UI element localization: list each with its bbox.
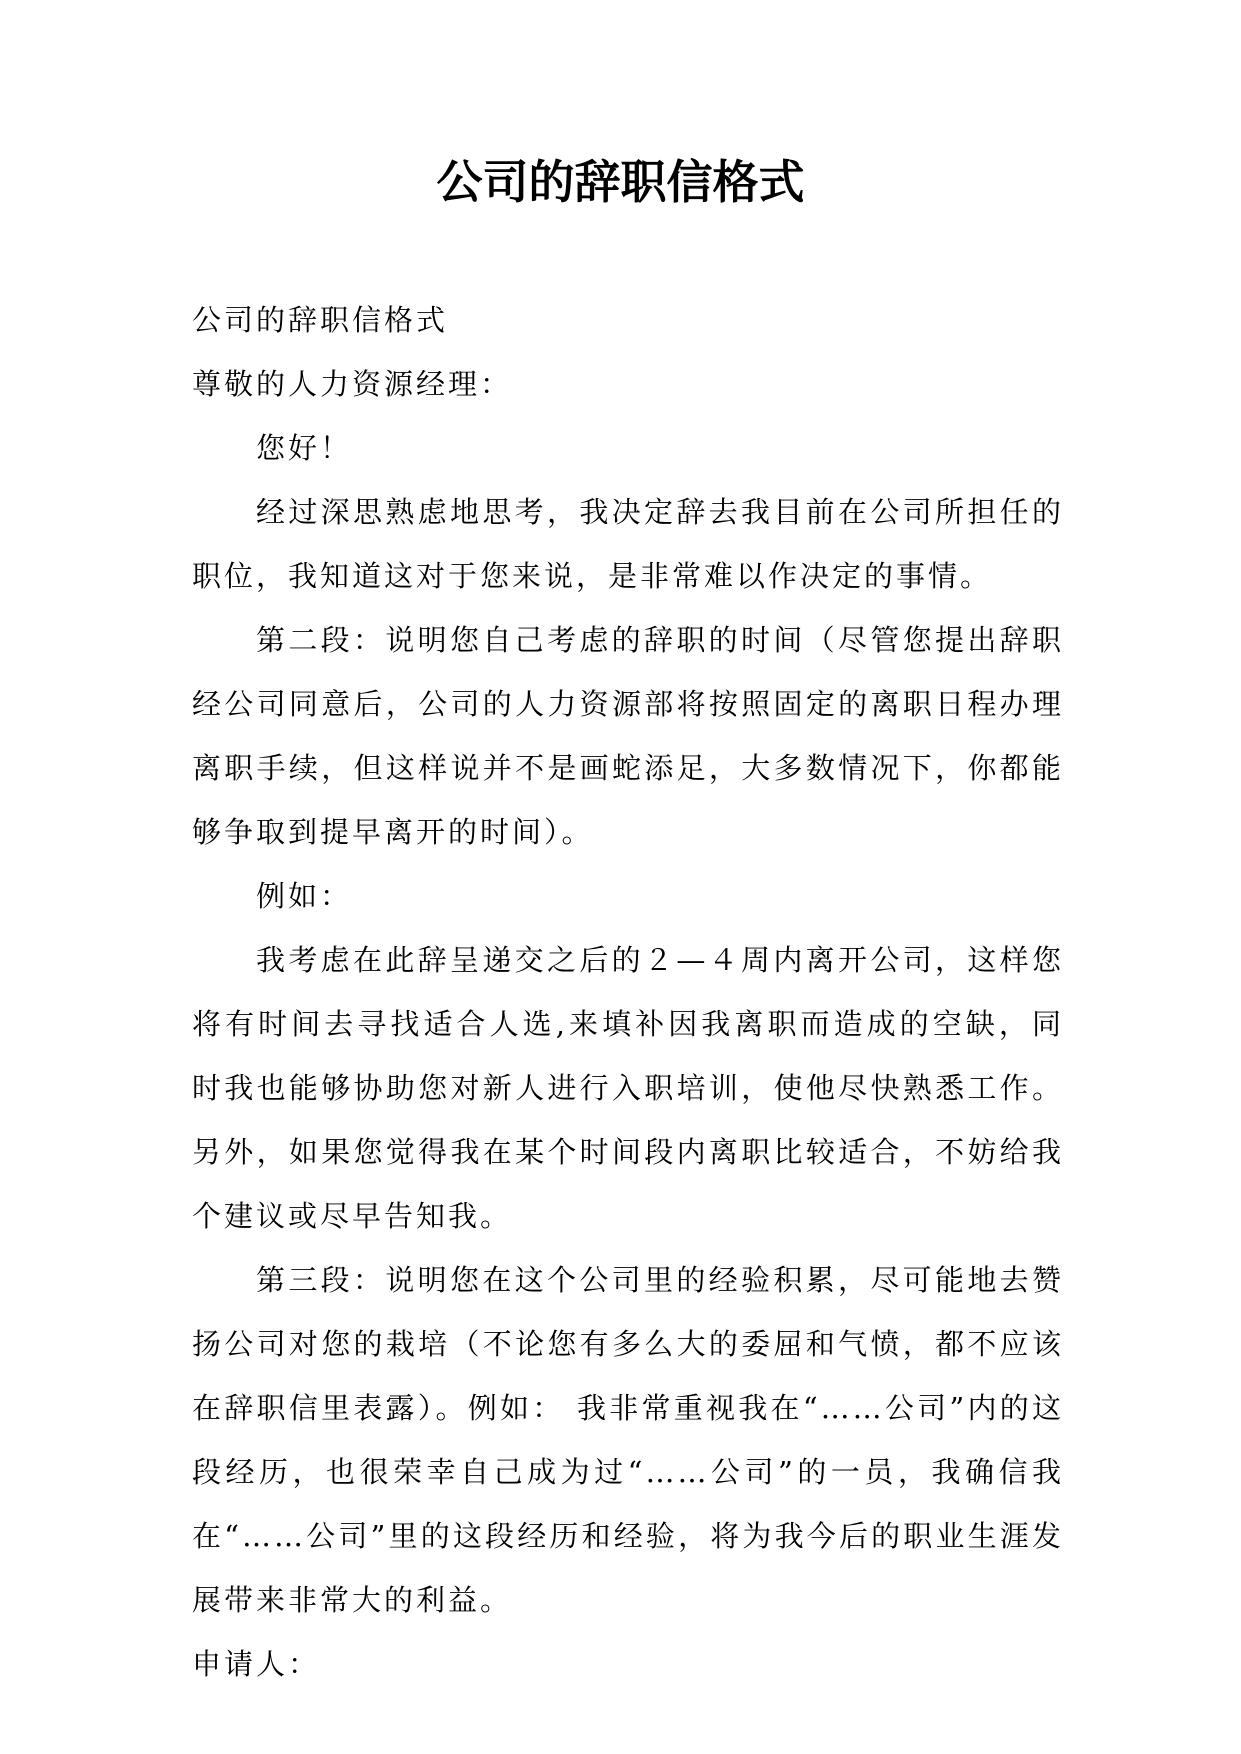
heading-line: 公司的辞职信格式 xyxy=(192,303,449,337)
greeting: 您好！ xyxy=(256,431,353,465)
signature-line: 申请人： xyxy=(192,1647,321,1681)
document-title: 公司的辞职信格式 xyxy=(436,155,805,209)
paragraph-decision: 经过深思熟虑地思考，我决定辞去我目前在公司所担任的职位，我知道这对于您来说，是非常难以作决定的事情。 xyxy=(192,495,1064,593)
letter-body xyxy=(192,288,1064,1696)
paragraph-experience: 第三段：说明您在这个公司里的经验积累，尽可能地去赞扬公司对您的栽培（不论您有多么大的委屈和气愤，都不应该在辞职信里表露）。例如： 我非常重视我在“……公司”内的这段经历，也很荣幸自己成为过“……公司”的一员，我确信我在“……公司”里的这段经历和经验，将为我今后的职业生涯发展带来非常大的利益。 xyxy=(192,1263,1064,1617)
paragraph-example: 我考虑在此辞呈递交之后的２—４周内离开公司，这样您将有时间去寻找适合人选,来填补因我离职而造成的空缺，同时我也能够协助您对新人进行入职培训，使他尽快熟悉工作。另外，如果您觉得我在某个时间段内离职比较适合，不妨给我个建议或尽早告知我。 xyxy=(192,943,1064,1233)
paragraph-timing: 第二段：说明您自己考虑的辞职的时间（尽管您提出辞职经公司同意后，公司的人力资源部将按照固定的离职日程办理离职手续，但这样说并不是画蛇添足，大多数情况下，你都能够争取到提早离开的时间）。 xyxy=(192,623,1064,849)
paragraph-example-label: 例如： xyxy=(256,879,353,913)
salutation: 尊敬的人力资源经理： xyxy=(192,367,513,401)
